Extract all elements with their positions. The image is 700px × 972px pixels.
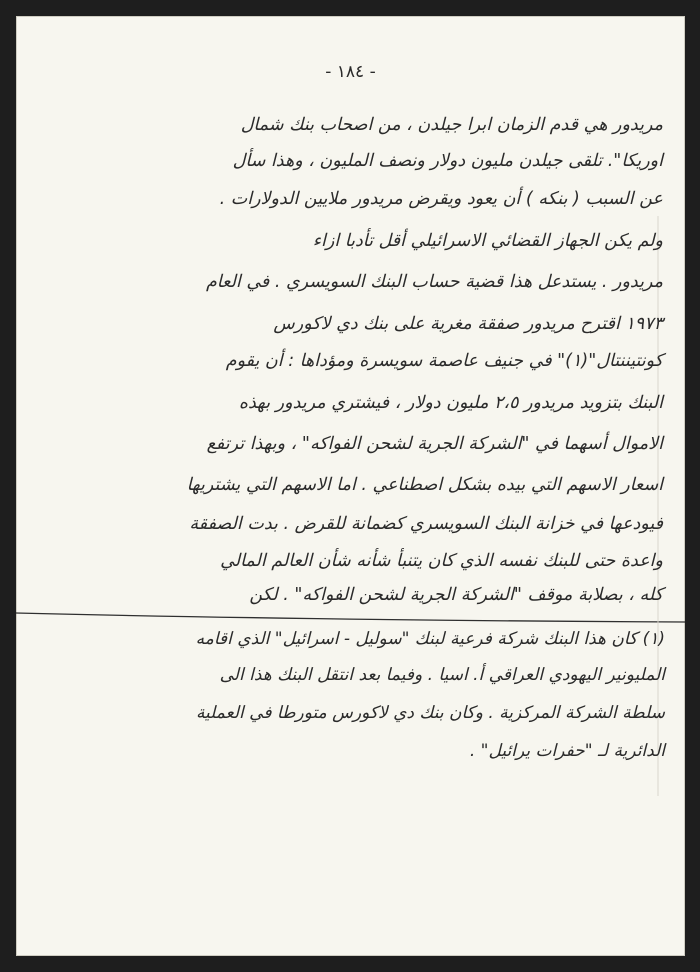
body-line-11: فيودعها في خزانة البنك السويسري كضمانة للقرض . بدت الصفقة <box>189 514 663 534</box>
body-line-10: اسعار الاسهم التي بيده بشكل اصطناعي . اما الاسهم التي يشتريها <box>186 475 663 495</box>
body-line-2: اوريكا". تلقى جيلدن مليون دولار ونصف المليون ، وهذا سأل <box>232 151 663 171</box>
footnote-line-4: الدائرية لـ "حفرات يرائيل" . <box>469 741 665 761</box>
body-line-5: مريدور . يستدعل هذا قضية حساب البنك السويسري . في العام <box>205 272 663 292</box>
body-line-4: ولم يكن الجهاز القضائي الاسرائيلي أقل تأدبا ازاء <box>312 231 663 251</box>
body-line-13: كله ، بصلابة موقف "الشركة الجرية لشحن الفواكه" . لكن <box>249 585 663 605</box>
body-line-1: مريدور هي قدم الزمان ابرا جيلدن ، من اصحاب بنك شمال <box>240 115 663 135</box>
body-line-8: البنك بتزويد مريدور ٢،٥ مليون دولار ، فيشتري مريدور بهذه <box>238 393 663 413</box>
footnote-line-2: المليونير اليهودي العراقي أ. اسيا . وفيما بعد انتقل البنك هذا الى <box>219 665 665 685</box>
body-line-12: واعدة حتى للبنك نفسه الذي كان يتنبأ شأنه شأن العالم المالي <box>220 551 663 571</box>
manuscript-page <box>16 16 685 956</box>
footnote-line-1: (١) كان هذا البنك شركة فرعية لبنك "سوليل - اسرائيل" الذي اقامه <box>195 629 665 649</box>
handwritten-text-area <box>16 16 685 956</box>
body-line-7: كونتيننتال"(١)" في جنيف عاصمة سويسرة ومؤداها : أن يقوم <box>225 351 663 371</box>
body-line-6: ١٩٧٣ اقترح مريدور صفقة مغرية على بنك دي لاكورس <box>273 314 663 334</box>
body-line-9: الاموال أسهما في "الشركة الجرية لشحن الفواكه" ، وبهذا ترتفع <box>206 434 663 454</box>
page-number: - ١٨٤ - <box>325 62 376 82</box>
body-line-3: عن السبب ( بنكه ) أن يعود ويقرض مريدور ملايين الدولارات . <box>219 189 663 209</box>
footnote-line-3: سلطة الشركة المركزية . وكان بنك دي لاكورس متورطا في العملية <box>195 703 665 723</box>
